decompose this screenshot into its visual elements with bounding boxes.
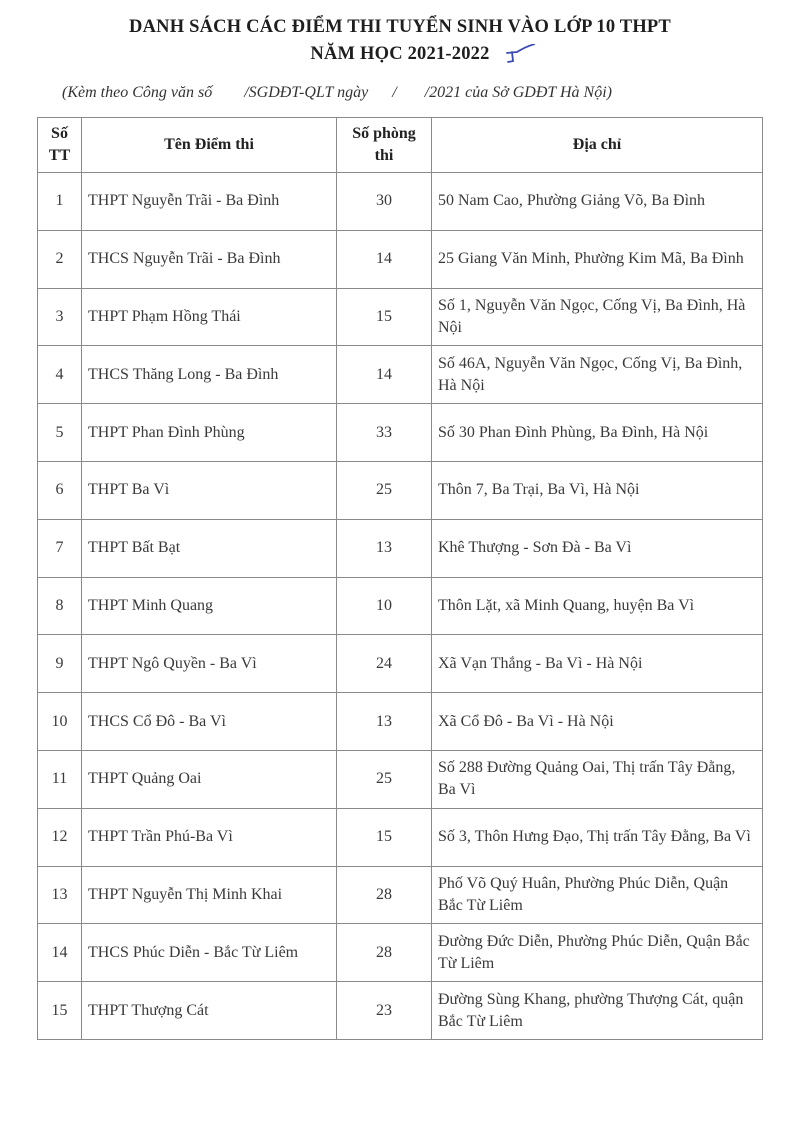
- table-row: [38, 635, 763, 693]
- cell-stt: 14: [38, 924, 82, 982]
- cell-rooms: 23: [337, 982, 432, 1040]
- cell-address: Số 1, Nguyễn Văn Ngọc, Cống Vị, Ba Đình, Hà Nội: [432, 288, 763, 346]
- cell-rooms: 28: [337, 924, 432, 982]
- cell-name: THPT Ba Vì: [82, 461, 337, 519]
- cell-address: Khê Thượng - Sơn Đà - Ba Vì: [432, 519, 763, 577]
- cell-address: Thôn 7, Ba Trại, Ba Vì, Hà Nội: [432, 461, 763, 519]
- cell-address: Thôn Lặt, xã Minh Quang, huyện Ba Vì: [432, 577, 763, 635]
- document-subtitle: (Kèm theo Công văn số /SGDĐT-QLT ngày / /2021 của Sở GDĐT Hà Nội): [62, 84, 612, 101]
- table-row: [38, 173, 763, 231]
- cell-rooms: 25: [337, 750, 432, 808]
- cell-address: Phố Võ Quý Huân, Phường Phúc Diễn, Quận Bắc Từ Liêm: [432, 866, 763, 924]
- cell-address: Số 288 Đường Quảng Oai, Thị trấn Tây Đằng, Ba Vì: [432, 750, 763, 808]
- cell-address: Số 3, Thôn Hưng Đạo, Thị trấn Tây Đằng, Ba Vì: [432, 808, 763, 866]
- cell-rooms: 10: [337, 577, 432, 635]
- cell-stt: 1: [38, 173, 82, 231]
- cell-name: THPT Bất Bạt: [82, 519, 337, 577]
- cell-address: Xã Cổ Đô - Ba Vì - Hà Nội: [432, 693, 763, 751]
- table-row: [38, 982, 763, 1040]
- cell-address: 25 Giang Văn Minh, Phường Kim Mã, Ba Đình: [432, 230, 763, 288]
- cell-rooms: 15: [337, 288, 432, 346]
- header-address: Địa chỉ: [432, 118, 763, 173]
- table-row: [38, 693, 763, 751]
- exam-sites-table: [37, 117, 763, 1040]
- cell-rooms: 14: [337, 230, 432, 288]
- cell-rooms: 24: [337, 635, 432, 693]
- cell-rooms: 13: [337, 519, 432, 577]
- cell-stt: 7: [38, 519, 82, 577]
- cell-rooms: 28: [337, 866, 432, 924]
- cell-name: THPT Phan Đình Phùng: [82, 404, 337, 462]
- table-row: [38, 404, 763, 462]
- cell-stt: 2: [38, 230, 82, 288]
- cell-stt: 12: [38, 808, 82, 866]
- cell-rooms: 30: [337, 173, 432, 231]
- cell-name: THCS Phúc Diễn - Bắc Từ Liêm: [82, 924, 337, 982]
- table-row: [38, 288, 763, 346]
- header-rooms: Số phòng thi: [337, 118, 432, 173]
- cell-name: THPT Trần Phú-Ba Vì: [82, 808, 337, 866]
- cell-rooms: 25: [337, 461, 432, 519]
- cell-name: THPT Nguyễn Thị Minh Khai: [82, 866, 337, 924]
- table-row: [38, 461, 763, 519]
- cell-name: THCS Cổ Đô - Ba Vì: [82, 693, 337, 751]
- cell-stt: 13: [38, 866, 82, 924]
- table-row: [38, 866, 763, 924]
- table-row: [38, 346, 763, 404]
- cell-name: THPT Phạm Hồng Thái: [82, 288, 337, 346]
- cell-name: THCS Nguyễn Trãi - Ba Đình: [82, 230, 337, 288]
- header-name: Tên Điểm thi: [82, 118, 337, 173]
- cell-name: THPT Quảng Oai: [82, 750, 337, 808]
- table-header-row: [38, 118, 763, 173]
- cell-address: Số 46A, Nguyễn Văn Ngọc, Cống Vị, Ba Đình, Hà Nội: [432, 346, 763, 404]
- cell-stt: 5: [38, 404, 82, 462]
- document-title-line2: NĂM HỌC 2021-2022: [310, 44, 490, 64]
- cell-name: THCS Thăng Long - Ba Đình: [82, 346, 337, 404]
- header-stt: Số TT: [38, 118, 82, 173]
- table-row: [38, 750, 763, 808]
- document-title-line1: DANH SÁCH CÁC ĐIỂM THI TUYỂN SINH VÀO LỚP 10 THPT: [129, 17, 671, 37]
- cell-rooms: 14: [337, 346, 432, 404]
- cell-address: Đường Sùng Khang, phường Thượng Cát, quận Bắc Từ Liêm: [432, 982, 763, 1040]
- handwritten-mark-icon: [505, 44, 535, 66]
- cell-name: THPT Nguyễn Trãi - Ba Đình: [82, 173, 337, 231]
- cell-stt: 11: [38, 750, 82, 808]
- cell-stt: 9: [38, 635, 82, 693]
- cell-name: THPT Ngô Quyền - Ba Vì: [82, 635, 337, 693]
- cell-rooms: 15: [337, 808, 432, 866]
- table-row: [38, 230, 763, 288]
- cell-stt: 3: [38, 288, 82, 346]
- cell-rooms: 13: [337, 693, 432, 751]
- table-row: [38, 519, 763, 577]
- cell-stt: 8: [38, 577, 82, 635]
- cell-name: THPT Thượng Cát: [82, 982, 337, 1040]
- table-row: [38, 577, 763, 635]
- cell-address: 50 Nam Cao, Phường Giảng Võ, Ba Đình: [432, 173, 763, 231]
- cell-name: THPT Minh Quang: [82, 577, 337, 635]
- cell-stt: 6: [38, 461, 82, 519]
- table-row: [38, 808, 763, 866]
- cell-stt: 15: [38, 982, 82, 1040]
- cell-address: Xã Vạn Thắng - Ba Vì - Hà Nội: [432, 635, 763, 693]
- table-row: [38, 924, 763, 982]
- cell-stt: 4: [38, 346, 82, 404]
- cell-stt: 10: [38, 693, 82, 751]
- cell-rooms: 33: [337, 404, 432, 462]
- cell-address: Đường Đức Diễn, Phường Phúc Diễn, Quận Bắc Từ Liêm: [432, 924, 763, 982]
- cell-address: Số 30 Phan Đình Phùng, Ba Đình, Hà Nội: [432, 404, 763, 462]
